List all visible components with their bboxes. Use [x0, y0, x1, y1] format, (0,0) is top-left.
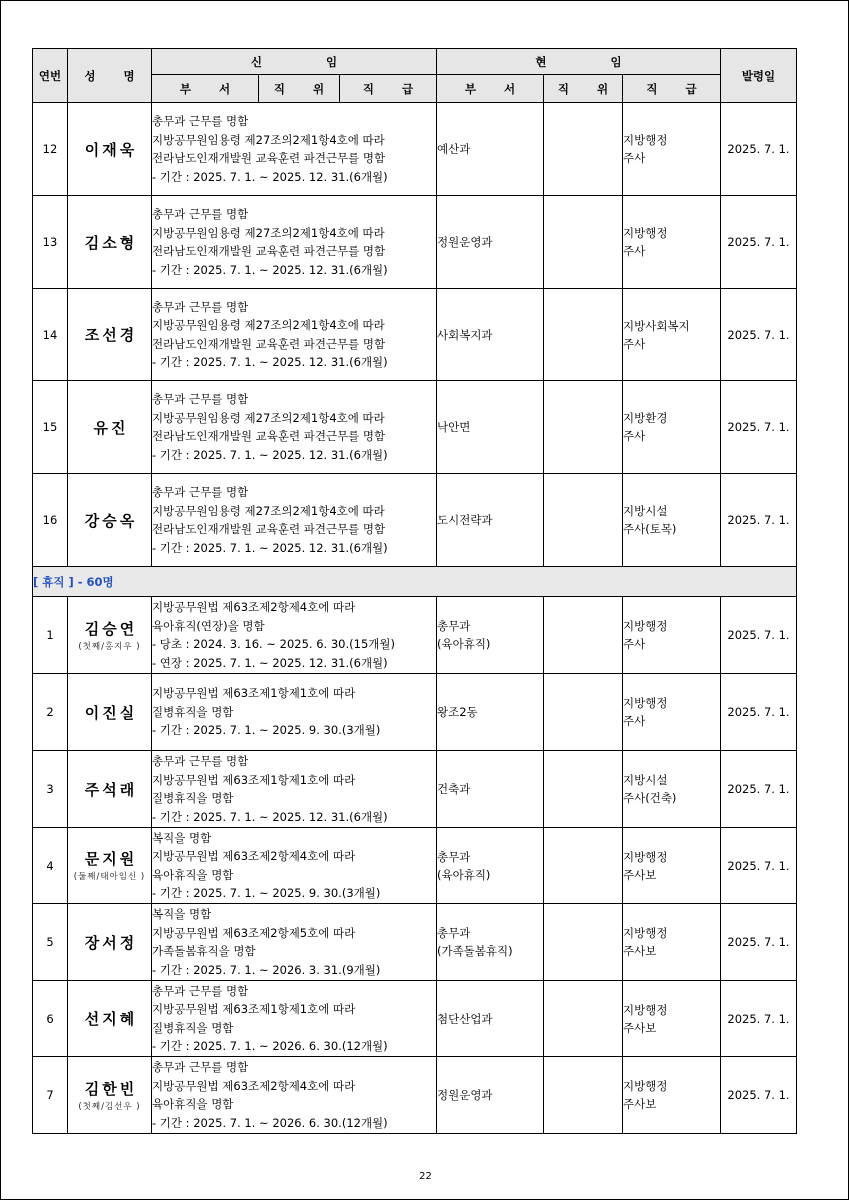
description-line: - 기간 : 2025. 7. 1. ~ 2025. 12. 31.(6개월)	[152, 169, 388, 184]
department-line: 왕조2동	[437, 705, 478, 719]
current-position	[544, 289, 623, 381]
grade-line: 지방사회복지	[623, 318, 690, 333]
current-position	[544, 981, 623, 1057]
person-name: 강승옥	[84, 511, 138, 530]
department-line: 정원운영과	[437, 235, 493, 249]
current-grade	[623, 103, 721, 196]
description-line: 질병휴직을 명함	[152, 704, 234, 719]
description-line: 지방공무원법 제63조제2항제4호에 따라	[152, 1078, 356, 1093]
description-line: 질병휴직을 명함	[152, 1020, 234, 1035]
current-department	[437, 196, 544, 289]
person-name-cell	[68, 196, 152, 289]
current-position	[544, 103, 623, 196]
table-row	[33, 381, 797, 474]
description-line: 가족돌봄휴직을 명함	[152, 944, 256, 958]
row-number: 12	[33, 103, 68, 196]
person-name-cell	[68, 289, 152, 381]
current-grade	[623, 381, 721, 474]
description-line: 전라남도인재개발원 교육훈련 파견근무를 명함	[152, 151, 386, 165]
grade-line: 주사보	[623, 1097, 657, 1111]
grade-line: 주사(토목)	[623, 522, 677, 536]
grade-line: 지방행정	[623, 619, 668, 633]
table-row	[33, 474, 797, 567]
description-line: - 당초 : 2024. 3. 16. ~ 2025. 6. 30.(15개월)	[152, 637, 395, 651]
department-line: 예산과	[437, 142, 471, 156]
person-name-cell	[68, 474, 152, 567]
appointment-date: 2025. 7. 1.	[721, 674, 797, 751]
row-number: 13	[33, 196, 68, 289]
department-line: 도시전략과	[437, 513, 493, 527]
grade-line: 지방행정	[623, 696, 668, 710]
current-grade	[623, 904, 721, 981]
row-number: 2	[33, 674, 68, 751]
current-grade	[623, 828, 721, 904]
current-grade	[623, 751, 721, 828]
person-name-cell	[68, 103, 152, 196]
description-line: - 기간 : 2025. 7. 1. ~ 2025. 9. 30.(3개월)	[152, 886, 381, 900]
appointment-date: 2025. 7. 1.	[721, 474, 797, 567]
table-row	[33, 981, 797, 1057]
grade-line: 주사	[623, 244, 646, 258]
current-grade	[623, 1057, 721, 1134]
description-line: 총무과 근무를 명함	[152, 299, 249, 314]
cur-dept-header: 부 서	[437, 75, 544, 103]
description-line: 질병휴직을 명함	[152, 791, 234, 805]
current-appointment-header: 현 임	[437, 49, 721, 75]
table-body	[33, 103, 797, 1134]
description-line: 육아휴직을 명함	[152, 1097, 234, 1111]
description-line: - 기간 : 2025. 7. 1. ~ 2025. 12. 31.(6개월)	[152, 809, 388, 824]
department-line: 총무과	[437, 926, 471, 940]
current-department	[437, 904, 544, 981]
grade-line: 지방시설	[623, 504, 668, 518]
description-line: 지방공무원임용령 제27조의2제1항4호에 따라	[152, 225, 385, 240]
description-line: 지방공무원임용령 제27조의2제1항4호에 따라	[152, 132, 385, 147]
description-line: 지방공무원법 제63조제2항제5호에 따라	[152, 925, 356, 940]
person-name: 조선경	[84, 326, 138, 344]
department-line: (육아휴직)	[437, 637, 491, 651]
person-name-cell	[68, 674, 152, 751]
department-line: (가족돌봄휴직)	[437, 944, 513, 958]
person-name-cell	[68, 751, 152, 828]
current-department	[437, 474, 544, 567]
current-grade	[623, 289, 721, 381]
col-date-header: 발령일	[721, 49, 797, 103]
person-name-cell	[68, 1057, 152, 1134]
appointment-date: 2025. 7. 1.	[721, 981, 797, 1057]
person-name: 김소형	[84, 233, 138, 252]
department-line: 첨단산업과	[437, 1011, 493, 1026]
appointment-description	[152, 674, 437, 751]
appointment-description	[152, 828, 437, 904]
person-name-note: (첫째/홍지우 )	[78, 641, 141, 652]
current-grade	[623, 474, 721, 567]
appointment-date: 2025. 7. 1.	[721, 196, 797, 289]
col-num-header: 연번	[33, 49, 68, 103]
personnel-table	[32, 48, 797, 1134]
current-position	[544, 674, 623, 751]
current-position	[544, 904, 623, 981]
person-name: 주석래	[84, 780, 138, 799]
description-line: 복직을 명함	[152, 830, 212, 845]
new-position-header: 직 위	[259, 75, 340, 102]
grade-line: 주사	[623, 336, 646, 351]
current-position	[544, 1057, 623, 1134]
person-name-note: (첫째/김선우 )	[78, 1101, 141, 1112]
table-row	[33, 103, 797, 196]
person-name: 장서정	[84, 933, 138, 952]
description-line: - 기간 : 2025. 7. 1. ~ 2025. 12. 31.(6개월)	[152, 540, 388, 555]
table-row	[33, 751, 797, 828]
appointment-date: 2025. 7. 1.	[721, 289, 797, 381]
current-department	[437, 828, 544, 904]
department-line: 건축과	[437, 782, 471, 796]
appointment-date: 2025. 7. 1.	[721, 904, 797, 981]
current-department	[437, 289, 544, 381]
person-name: 이진실	[84, 703, 138, 722]
person-name-cell	[68, 981, 152, 1057]
grade-line: 지방시설	[623, 773, 668, 787]
description-line: - 기간 : 2025. 7. 1. ~ 2025. 12. 31.(6개월)	[152, 355, 388, 369]
table-row	[33, 597, 797, 674]
grade-line: 주사보	[623, 944, 657, 958]
current-position	[544, 828, 623, 904]
new-grade-header: 직 급	[362, 81, 426, 96]
person-name: 선지혜	[84, 1010, 138, 1028]
description-line: 지방공무원법 제63조제2항제4호에 따라	[152, 849, 356, 863]
appointment-description	[152, 1057, 437, 1134]
appointment-description	[152, 103, 437, 196]
current-grade	[623, 196, 721, 289]
description-line: - 연장 : 2025. 7. 1. ~ 2025. 12. 31.(6개월)	[152, 655, 388, 670]
grade-line: 지방행정	[623, 849, 668, 864]
row-number: 4	[33, 828, 68, 904]
section-label: [ 휴직 ] - 60명	[33, 567, 797, 597]
table-row	[33, 904, 797, 981]
grade-line: 주사보	[623, 1020, 657, 1035]
description-line: 전라남도인재개발원 교육훈련 파견근무를 명함	[152, 244, 386, 258]
section-row	[33, 567, 797, 597]
appointment-date: 2025. 7. 1.	[721, 597, 797, 674]
description-line: 복직을 명함	[152, 907, 212, 921]
current-grade	[623, 674, 721, 751]
current-department	[437, 674, 544, 751]
grade-line: 주사	[623, 429, 646, 443]
description-line: - 기간 : 2025. 7. 1. ~ 2026. 6. 30.(12개월)	[152, 1115, 388, 1130]
appointment-description	[152, 904, 437, 981]
page-number: 22	[419, 1171, 432, 1182]
appointment-description	[152, 597, 437, 674]
current-position	[544, 196, 623, 289]
description-line: 전라남도인재개발원 교육훈련 파견근무를 명함	[152, 336, 386, 351]
row-number: 1	[33, 597, 68, 674]
grade-line: 주사	[623, 714, 646, 728]
cur-position-header: 직 위	[544, 75, 623, 103]
department-line: (육아휴직)	[437, 867, 491, 882]
current-position	[544, 474, 623, 567]
person-name: 김승연	[84, 619, 138, 638]
description-line: - 기간 : 2025. 7. 1. ~ 2026. 3. 31.(9개월)	[152, 962, 381, 977]
current-department	[437, 103, 544, 196]
table-row	[33, 674, 797, 751]
department-line: 총무과	[437, 849, 471, 864]
description-line: 전라남도인재개발원 교육훈련 파견근무를 명함	[152, 522, 386, 536]
department-line: 사회복지과	[437, 327, 493, 342]
grade-line: 주사	[623, 637, 646, 651]
description-line: 육아휴직을 명함	[152, 867, 234, 882]
grade-line: 지방행정	[623, 1002, 668, 1017]
grade-line: 지방행정	[623, 226, 668, 240]
department-line: 정원운영과	[437, 1088, 493, 1102]
grade-line: 주사보	[623, 867, 657, 882]
description-line: 지방공무원임용령 제27조의2제1항4호에 따라	[152, 318, 385, 332]
appointment-description	[152, 196, 437, 289]
grade-line: 지방행정	[623, 133, 668, 147]
table-row	[33, 1057, 797, 1134]
current-department	[437, 981, 544, 1057]
description-line: 지방공무원임용령 제27조의2제1항4호에 따라	[152, 410, 385, 425]
appointment-description	[152, 981, 437, 1057]
grade-line: 지방환경	[623, 411, 668, 425]
table-row	[33, 196, 797, 289]
description-line: 총무과 근무를 명함	[152, 392, 249, 406]
department-line: 총무과	[437, 619, 471, 633]
description-line: 지방공무원법 제63조제1항제1호에 따라	[152, 686, 356, 701]
appointment-description	[152, 751, 437, 828]
row-number: 3	[33, 751, 68, 828]
person-name-cell	[68, 381, 152, 474]
appointment-description	[152, 289, 437, 381]
current-department	[437, 1057, 544, 1134]
description-line: - 기간 : 2025. 7. 1. ~ 2025. 12. 31.(6개월)	[152, 262, 388, 277]
appointment-description	[152, 381, 437, 474]
new-dept-header: 부 서	[152, 75, 259, 102]
row-number: 6	[33, 981, 68, 1057]
description-line: 총무과 근무를 명함	[152, 207, 249, 221]
department-line: 낙안면	[437, 420, 471, 434]
description-line: - 기간 : 2025. 7. 1. ~ 2025. 9. 30.(3개월)	[152, 723, 381, 738]
row-number: 7	[33, 1057, 68, 1134]
description-line: 지방공무원법 제63조제1항제1호에 따라	[152, 1002, 356, 1016]
col-name-header: 성 명	[68, 49, 152, 103]
description-line: 지방공무원임용령 제27조의2제1항4호에 따라	[152, 503, 385, 518]
appointment-date: 2025. 7. 1.	[721, 103, 797, 196]
description-line: 총무과 근무를 명함	[152, 754, 249, 768]
description-line: 총무과 근무를 명함	[152, 983, 249, 998]
table-row	[33, 828, 797, 904]
table-row	[33, 289, 797, 381]
appointment-date: 2025. 7. 1.	[721, 381, 797, 474]
appointment-date: 2025. 7. 1.	[721, 828, 797, 904]
person-name: 유진	[93, 418, 129, 437]
row-number: 16	[33, 474, 68, 567]
cur-grade-header: 직 급	[623, 75, 721, 103]
person-name-note: (둘째/태아임신 )	[73, 872, 146, 882]
current-position	[544, 597, 623, 674]
description-line: 총무과 근무를 명함	[152, 114, 249, 128]
current-department	[437, 751, 544, 828]
person-name-cell	[68, 904, 152, 981]
current-grade	[623, 597, 721, 674]
grade-line: 지방행정	[623, 1079, 668, 1093]
person-name: 김한빈	[84, 1079, 138, 1098]
current-position	[544, 751, 623, 828]
grade-line: 주사(건축)	[623, 791, 677, 805]
current-department	[437, 381, 544, 474]
description-line: - 기간 : 2025. 7. 1. ~ 2025. 12. 31.(6개월)	[152, 447, 388, 462]
grade-line: 주사	[623, 151, 646, 165]
grade-line: 지방행정	[623, 926, 668, 940]
row-number: 14	[33, 289, 68, 381]
description-line: 지방공무원법 제63조제1항제1호에 따라	[152, 772, 356, 787]
row-number: 5	[33, 904, 68, 981]
current-department	[437, 597, 544, 674]
description-line: 지방공무원법 제63조제2항제4호에 따라	[152, 600, 356, 614]
table-header	[33, 49, 797, 103]
appointment-description	[152, 474, 437, 567]
new-appointment-header: 신 임	[152, 49, 437, 75]
description-line: 육아휴직(연장)을 명함	[152, 618, 265, 633]
current-grade	[623, 981, 721, 1057]
person-name: 문지원	[84, 850, 138, 868]
appointment-date: 2025. 7. 1.	[721, 751, 797, 828]
person-name: 이재욱	[84, 140, 138, 159]
current-position	[544, 381, 623, 474]
row-number: 15	[33, 381, 68, 474]
appointment-date: 2025. 7. 1.	[721, 1057, 797, 1134]
description-line: 전라남도인재개발원 교육훈련 파견근무를 명함	[152, 429, 386, 443]
description-line: 총무과 근무를 명함	[152, 485, 249, 499]
description-line: 총무과 근무를 명함	[152, 1060, 249, 1074]
person-name-cell	[68, 828, 152, 904]
person-name-cell	[68, 597, 152, 674]
description-line: - 기간 : 2025. 7. 1. ~ 2026. 6. 30.(12개월)	[152, 1039, 388, 1053]
